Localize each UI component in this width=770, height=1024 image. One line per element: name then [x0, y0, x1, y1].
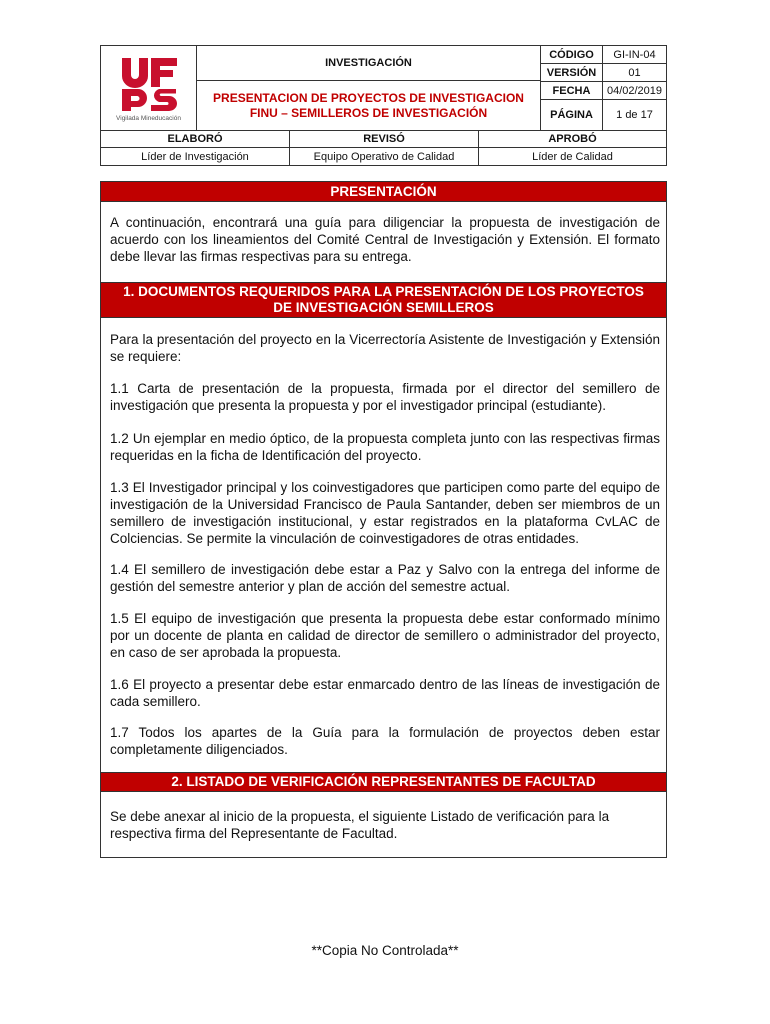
list-item-1-5: 1.5 El equipo de investigación que presenta la propuesta debe estar conformado mínimo por un docente de planta en calidad de director de semillero o administrador del proyecto, en caso de ser aprobada la propuesta. — [110, 611, 660, 660]
version-label: VERSIÓN — [540, 63, 603, 82]
logo-cell — [100, 45, 197, 131]
logo-caption: Vigilada Mineducación — [116, 114, 181, 122]
list-item-1-2: 1.2 Un ejemplar en medio óptico, de la propuesta completa junto con las respectivas firmas requeridas en la ficha de Identificación del proyecto. — [110, 431, 660, 463]
ufps-logo — [118, 55, 180, 113]
elaboro-label: ELABORÓ — [100, 130, 290, 148]
section2-text: Se debe anexar al inicio de la propuesta, el siguiente Listado de verificación para la respectiva firma del Representante de Facultad. — [110, 809, 610, 841]
elaboro-value: Líder de Investigación — [100, 147, 290, 166]
document-title-line2: FINU – SEMILLEROS DE INVESTIGACIÓN — [249, 105, 488, 120]
fecha-label: FECHA — [540, 81, 603, 100]
codigo-value: GI-IN-04 — [602, 45, 667, 64]
section2-heading: 2. LISTADO DE VERIFICACIÓN REPRESENTANTES DE FACULTAD — [101, 772, 666, 792]
section1-heading — [101, 282, 666, 318]
presentacion-text: A continuación, encontrará una guía para diligenciar la propuesta de investigación de acuerdo con los lineamientos del Comité Central de Investigación y Extensión. El formato debe llevar las firmas respectivas para su entrega. — [110, 215, 660, 264]
pagina-value: 1 de 17 — [602, 99, 667, 131]
section1-heading-line1: 1. DOCUMENTOS REQUERIDOS PARA LA PRESENTACIÓN DE LOS PROYECTOS — [123, 284, 644, 299]
version-value: 01 — [602, 63, 667, 82]
section1-heading-line2: DE INVESTIGACIÓN SEMILLEROS — [273, 300, 494, 315]
document-title — [196, 80, 541, 131]
footer-note: **Copia No Controlada** — [311, 943, 459, 958]
list-item-1-3: 1.3 El Investigador principal y los coinvestigadores que participen como parte del equipo de investigación de la Universidad Francisco de Paula Santander, deben ser miembros de un semillero de investigación institucional, y estar registrados en la plataforma CvLAC de Colciencias. Se permite la vinculación de coinvestigadores de otras entidades. — [110, 480, 660, 546]
fecha-value: 04/02/2019 — [602, 81, 667, 100]
list-item-1-6: 1.6 El proyecto a presentar debe estar enmarcado dentro de las líneas de investigación de cada semillero. — [110, 677, 660, 709]
aprobo-value: Líder de Calidad — [478, 147, 667, 166]
department-title: INVESTIGACIÓN — [196, 45, 541, 81]
document-header — [100, 45, 667, 166]
presentacion-heading: PRESENTACIÓN — [101, 182, 666, 202]
list-item-1-4: 1.4 El semillero de investigación debe estar a Paz y Salvo con la entrega del informe de gestión del semestre anterior y plan de acción del semestre actual. — [110, 562, 660, 594]
aprobo-label: APROBÓ — [478, 130, 667, 148]
reviso-label: REVISÓ — [289, 130, 479, 148]
pagina-label: PÁGINA — [540, 99, 603, 131]
list-item-1-1: 1.1 Carta de presentación de la propuesta, firmada por el director del semillero de investigación que presenta la propuesta y por el investigador principal (estudiante). — [110, 381, 660, 413]
codigo-label: CÓDIGO — [540, 45, 603, 64]
document-title-line1: PRESENTACION DE PROYECTOS DE INVESTIGACION — [213, 90, 524, 105]
list-item-1-7: 1.7 Todos los apartes de la Guía para la formulación de proyectos deben estar completamente diligenciados. — [110, 725, 660, 757]
section1-intro: Para la presentación del proyecto en la Vicerrectoría Asistente de Investigación y Extensión se requiere: — [110, 332, 660, 364]
reviso-value: Equipo Operativo de Calidad — [289, 147, 479, 166]
